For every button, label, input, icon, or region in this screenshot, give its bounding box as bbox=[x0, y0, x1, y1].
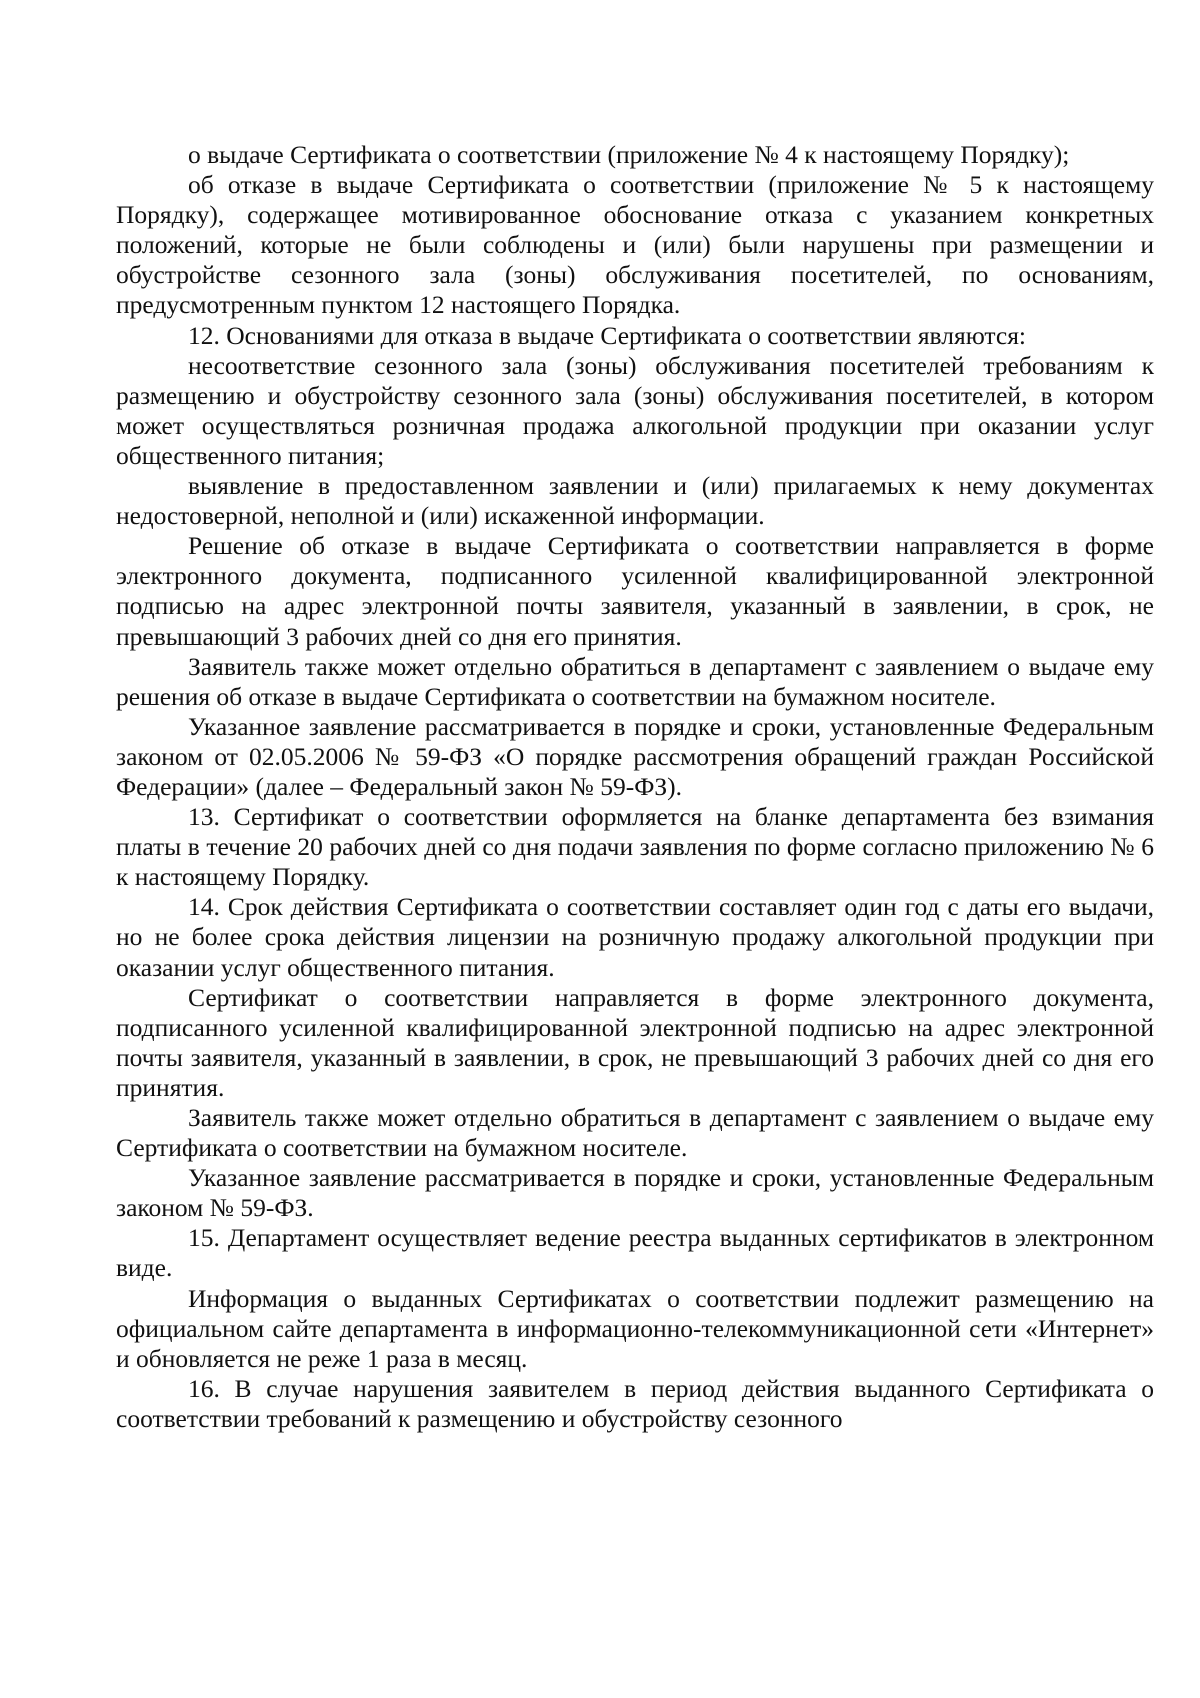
paragraph: 15. Департамент осуществляет ведение реестра выданных сертификатов в электронном виде. bbox=[116, 1223, 1154, 1283]
paragraph: 12. Основаниями для отказа в выдаче Сертификата о соответствии являются: bbox=[188, 320, 1027, 350]
paragraph: Сертификат о соответствии направляется в форме электронного документа, подписанного усиленной квалифицированной электронной подписью на адрес электронной почты заявителя, указанный в заявлении, в срок, не превышающий 3 рабочих дней со дня его принятия. bbox=[116, 982, 1154, 1102]
paragraph: Информация о выданных Сертификатах о соответствии подлежит размещению на официальном сайте департамента в информационно-телекоммуникационной сети «Интернет» и обновляется не реже 1 раза в месяц. bbox=[116, 1283, 1154, 1373]
paragraph: Указанное заявление рассматривается в порядке и сроки, установленные Федеральным законом от 02.05.2006 № 59-ФЗ «О порядке рассмотрения обращений граждан Российской Федерации» (далее – Федеральный закон № 59-ФЗ). bbox=[116, 711, 1154, 801]
paragraph: об отказе в выдаче Сертификата о соответствии (приложение № 5 к настоящему Порядку), содержащее мотивированное обоснование отказа с указанием конкретных положений, которые не были соблюдены и (или) были нарушены при размещении и обустройстве сезонного зала (зоны) обслуживания посетителей, по основаниям, предусмотренным пунктом 12 настоящего Порядка. bbox=[116, 170, 1154, 320]
paragraph: 16. В случае нарушения заявителем в период действия выданного Сертификата о соответствии требований к размещению и обустройству сезонного bbox=[116, 1373, 1154, 1433]
paragraph: Решение об отказе в выдаче Сертификата о соответствии направляется в форме электронного документа, подписанного усиленной квалифицированной электронной подписью на адрес электронной почты заявителя, указанный в заявлении, в срок, не превышающий 3 рабочих дней со дня его принятия. bbox=[116, 531, 1154, 651]
paragraph: Заявитель также может отдельно обратиться в департамент с заявлением о выдаче ему Сертификата о соответствии на бумажном носителе. bbox=[116, 1103, 1154, 1163]
paragraph: о выдаче Сертификата о соответствии (приложение № 4 к настоящему Порядку); bbox=[188, 140, 1070, 169]
paragraph: Заявитель также может отдельно обратиться в департамент с заявлением о выдаче ему решения об отказе в выдаче Сертификата о соответствии на бумажном носителе. bbox=[116, 651, 1154, 711]
paragraph: 13. Сертификат о соответствии оформляется на бланке департамента без взимания платы в течение 20 рабочих дней со дня подачи заявления по форме согласно приложению № 6 к настоящему Порядку. bbox=[116, 802, 1154, 892]
paragraph: Указанное заявление рассматривается в порядке и сроки, установленные Федеральным законом № 59-ФЗ. bbox=[116, 1163, 1154, 1223]
paragraph: несоответствие сезонного зала (зоны) обслуживания посетителей требованиям к размещению и обустройству сезонного зала (зоны) обслуживания посетителей, в котором может осуществляться розничная продажа алкогольной продукции при оказании услуг общественного питания; bbox=[116, 350, 1154, 470]
paragraph: 14. Срок действия Сертификата о соответствии составляет один год с даты его выдачи, но не более срока действия лицензии на розничную продажу алкогольной продукции при оказании услуг общественного питания. bbox=[116, 892, 1154, 982]
document-page bbox=[116, 140, 1154, 1434]
paragraph: выявление в предоставленном заявлении и (или) прилагаемых к нему документах недостоверной, неполной и (или) искаженной информации. bbox=[116, 471, 1154, 531]
